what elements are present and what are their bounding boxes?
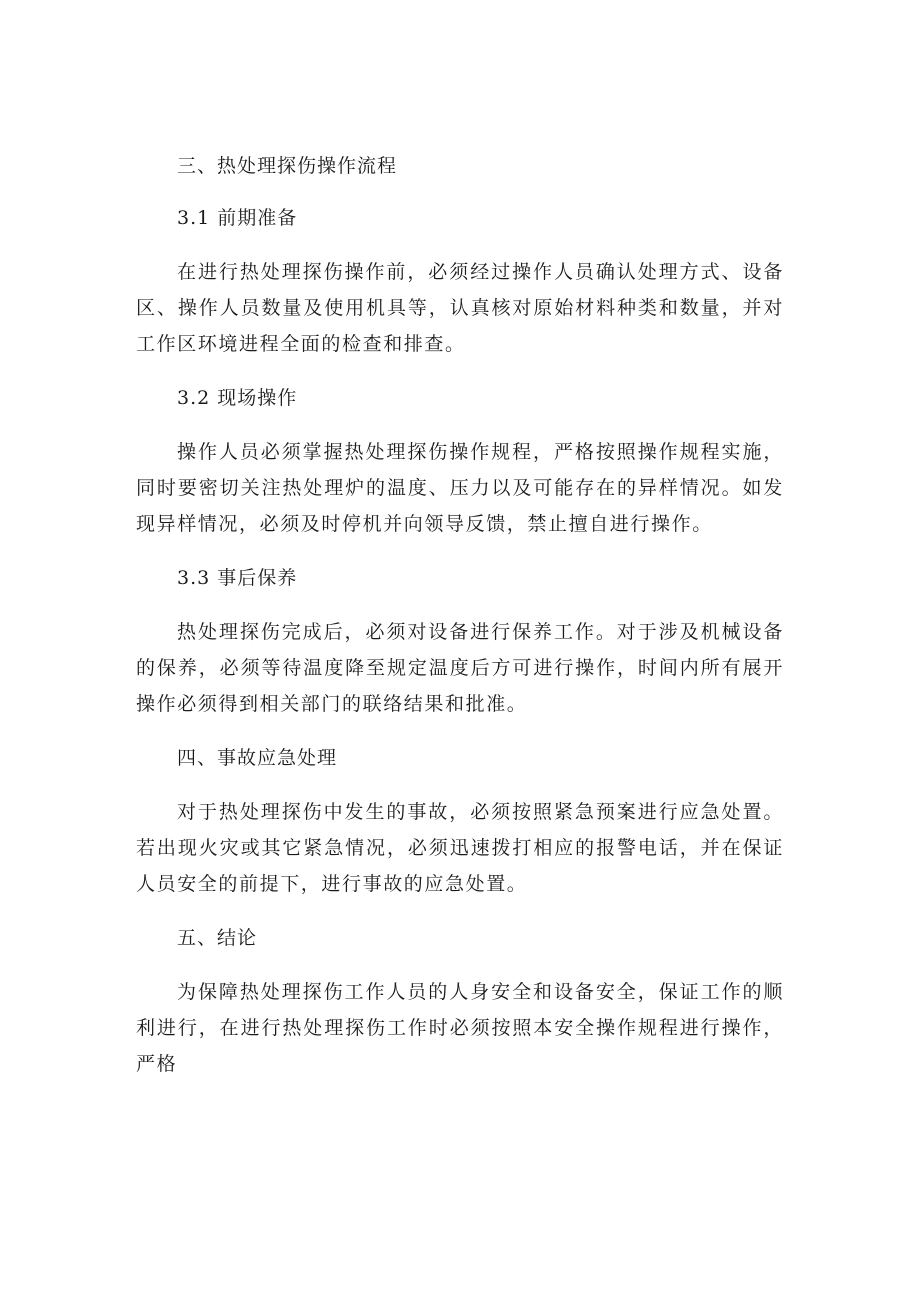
subsection-3-2-paragraph: 操作人员必须掌握热处理探伤操作规程，严格按照操作规程实施，同时要密切关注热处理炉的温度、压力以及可能存在的异样情况。如发现异样情况，必须及时停机并向领导反馈，禁止擅自进行操作。 bbox=[136, 441, 784, 535]
section-3-heading: 三、热处理探伤操作流程 bbox=[177, 155, 398, 177]
subsection-3-1-heading: 3.1 前期准备 bbox=[177, 207, 298, 229]
section-4-paragraph: 对于热处理探伤中发生的事故，必须按照紧急预案进行应急处置。若出现火灾或其它紧急情况，必须迅速拨打相应的报警电话，并在保证人员安全的前提下，进行事故的应急处置。 bbox=[136, 801, 784, 895]
section-4-heading: 四、事故应急处理 bbox=[177, 747, 338, 769]
section-5-heading: 五、结论 bbox=[177, 927, 258, 949]
document-body bbox=[136, 150, 784, 1082]
subsection-3-3-paragraph: 热处理探伤完成后，必须对设备进行保养工作。对于涉及机械设备的保养，必须等待温度降至规定温度后方可进行操作，时间内所有展开操作必须得到相关部门的联络结果和批准。 bbox=[136, 621, 784, 715]
section-5-paragraph: 为保障热处理探伤工作人员的人身安全和设备安全，保证工作的顺利进行，在进行热处理探伤工作时必须按照本安全操作规程进行操作，严格 bbox=[136, 981, 784, 1075]
subsection-3-3-heading: 3.3 事后保养 bbox=[177, 567, 298, 589]
subsection-3-1-paragraph: 在进行热处理探伤操作前，必须经过操作人员确认处理方式、设备区、操作人员数量及使用机具等，认真核对原始材料种类和数量，并对工作区环境进程全面的检查和排查。 bbox=[136, 261, 784, 355]
subsection-3-2-heading: 3.2 现场操作 bbox=[177, 387, 298, 409]
